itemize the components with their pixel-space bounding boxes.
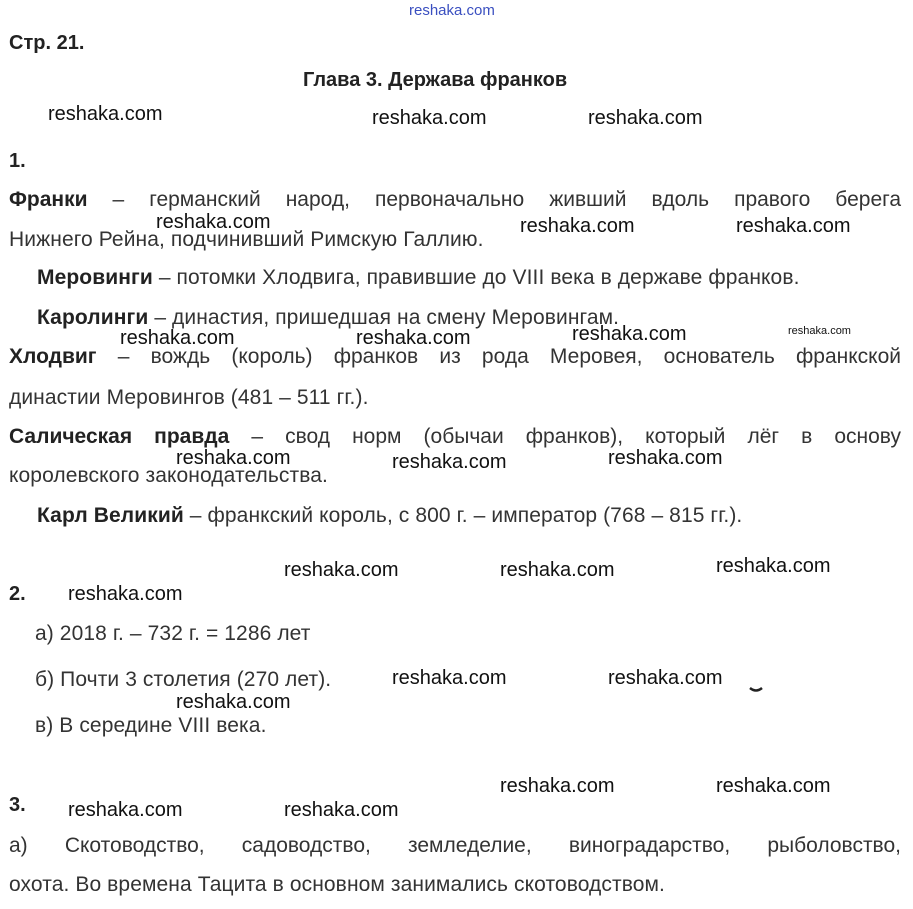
term-definition: – свод норм (обычаи франков), который лёг в основу	[229, 425, 902, 448]
term-label: Хлодвиг	[9, 345, 97, 368]
term-definition: – франкский король, с 800 г. – император (768 – 815 гг.).	[183, 504, 743, 527]
term-salic-law-cont: королевского законодательства.	[9, 464, 328, 487]
page-label: Стр. 21.	[9, 32, 85, 54]
term-label: Меровинги	[37, 266, 153, 289]
watermark: reshaka.com	[716, 775, 831, 797]
watermark: reshaka.com	[500, 775, 615, 797]
watermark: reshaka.com	[520, 215, 635, 237]
watermark: reshaka.com	[176, 691, 291, 713]
watermark: reshaka.com	[372, 107, 487, 129]
q3-answer-line2: охота. Во времена Тацита в основном занимались скотоводством.	[9, 873, 665, 896]
watermark: reshaka.com	[356, 327, 471, 349]
term-franks	[9, 188, 901, 212]
watermark: reshaka.com	[716, 555, 831, 577]
term-salic-law	[9, 425, 901, 449]
watermark: reshaka.com	[68, 583, 183, 605]
term-definition: – потомки Хлодвига, правившие до VIII века в державе франков.	[152, 266, 800, 289]
term-definition: – династия, пришедшая на смену Меровингам.	[148, 306, 620, 329]
watermark: reshaka.com	[588, 107, 703, 129]
term-label: Карл Великий	[37, 504, 184, 527]
stray-mark-icon	[748, 684, 764, 694]
q3-number: 3.	[9, 794, 26, 816]
watermark: reshaka.com	[156, 211, 271, 233]
watermark: reshaka.com	[736, 215, 851, 237]
q3-answer-line1: а) Скотоводство, садоводство, земледелие, виноградарство, рыболовство,	[9, 834, 901, 857]
term-label: Салическая правда	[9, 425, 230, 448]
watermark: reshaka.com	[572, 323, 687, 345]
q2-answer-b: б) Почти 3 столетия (270 лет).	[35, 668, 332, 691]
q1-number: 1.	[9, 150, 26, 172]
watermark: reshaka.com	[68, 799, 183, 821]
top-watermark: reshaka.com	[409, 2, 495, 19]
watermark: reshaka.com	[176, 447, 291, 469]
chapter-title: Глава 3. Держава франков	[303, 69, 568, 91]
term-clovis-cont: династии Меровингов (481 – 511 гг.).	[9, 386, 369, 409]
watermark: reshaka.com	[284, 799, 399, 821]
q2-answer-c: в) В середине VIII века.	[35, 714, 267, 737]
watermark: reshaka.com	[392, 451, 507, 473]
term-merovingians	[37, 266, 800, 290]
q2-number: 2.	[9, 583, 26, 605]
watermark: reshaka.com	[500, 559, 615, 581]
term-franks-cont: Нижнего Рейна, подчинивший Римскую Галлию.	[9, 228, 484, 251]
watermark: reshaka.com	[48, 103, 163, 125]
watermark-small: reshaka.com	[788, 325, 851, 337]
term-charlemagne	[37, 504, 742, 528]
watermark: reshaka.com	[284, 559, 399, 581]
term-label: Каролинги	[37, 306, 149, 329]
watermark: reshaka.com	[608, 447, 723, 469]
watermark: reshaka.com	[120, 327, 235, 349]
term-definition: – германский народ, первоначально живший вдоль правого берега	[87, 188, 901, 211]
watermark: reshaka.com	[608, 667, 723, 689]
q2-answer-a: а) 2018 г. – 732 г. = 1286 лет	[35, 622, 311, 645]
term-definition: – вождь (король) франков из рода Меровея, основатель франкской	[96, 345, 901, 368]
watermark: reshaka.com	[392, 667, 507, 689]
term-label: Франки	[9, 188, 88, 211]
